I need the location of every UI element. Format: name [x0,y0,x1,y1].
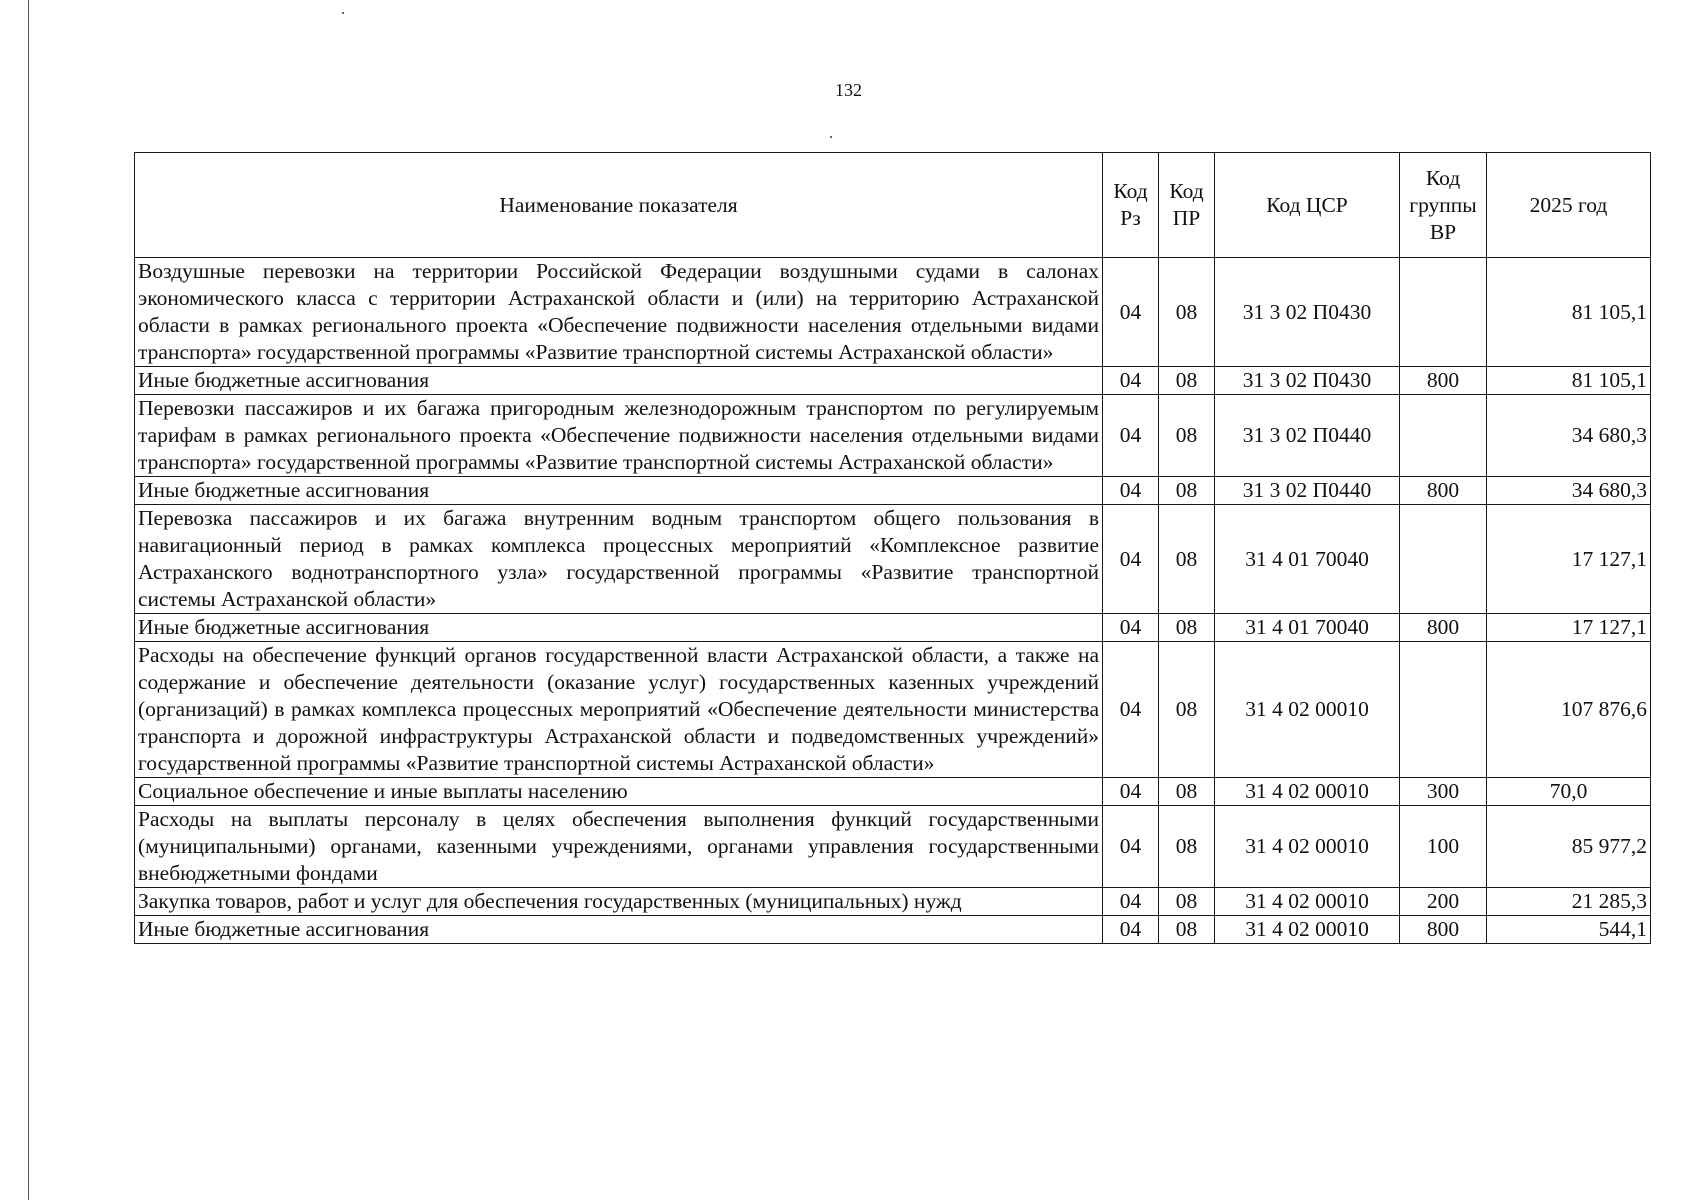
left-margin-line [28,0,29,1200]
table-row [135,888,1651,916]
row-rz: 04 [1103,477,1159,505]
row-csr: 31 4 01 70040 [1215,614,1400,642]
row-pr: 08 [1159,614,1215,642]
row-name: Иные бюджетные ассигнования [135,367,1103,395]
row-pr: 08 [1159,888,1215,916]
row-rz: 04 [1103,642,1159,778]
row-amount: 21 285,3 [1487,888,1651,916]
header-pr: Код ПР [1159,153,1215,258]
table-row [135,477,1651,505]
row-rz: 04 [1103,258,1159,367]
row-amount: 544,1 [1487,916,1651,944]
row-name: Воздушные перевозки на территории Российской Федерации воздушными судами в салонах экономического класса с территории Астраханской области и (или) на территорию Астраханской области в рамках регионального проекта «Обеспечение подвижности населения отдельными видами транспорта» государственной программы «Развитие транспортной системы Астраханской области» [135,258,1103,367]
row-amount: 107 876,6 [1487,642,1651,778]
table-row [135,778,1651,806]
row-vr [1400,258,1487,367]
row-name: Социальное обеспечение и иные выплаты населению [135,778,1103,806]
row-csr: 31 4 02 00010 [1215,916,1400,944]
row-vr: 800 [1400,367,1487,395]
row-vr: 200 [1400,888,1487,916]
row-amount: 34 680,3 [1487,395,1651,477]
row-csr: 31 4 02 00010 [1215,888,1400,916]
row-pr: 08 [1159,642,1215,778]
row-amount: 34 680,3 [1487,477,1651,505]
row-vr: 100 [1400,806,1487,888]
row-csr: 31 4 01 70040 [1215,505,1400,614]
row-pr: 08 [1159,505,1215,614]
row-amount: 70,0 [1487,778,1651,806]
row-rz: 04 [1103,778,1159,806]
scan-speck [830,136,832,138]
row-rz: 04 [1103,916,1159,944]
row-name: Иные бюджетные ассигнования [135,477,1103,505]
row-csr: 31 4 02 00010 [1215,778,1400,806]
header-csr: Код ЦСР [1215,153,1400,258]
table-row [135,806,1651,888]
row-pr: 08 [1159,477,1215,505]
row-vr: 800 [1400,614,1487,642]
row-csr: 31 4 02 00010 [1215,806,1400,888]
table-row [135,916,1651,944]
row-name: Перевозки пассажиров и их багажа пригородным железнодорожным транспортом по регулируемым тарифам в рамках регионального проекта «Обеспечение подвижности населения отдельными видами транспорта» государственной программы «Развитие транспортной системы Астраханской области» [135,395,1103,477]
row-rz: 04 [1103,505,1159,614]
row-vr: 800 [1400,916,1487,944]
row-csr: 31 4 02 00010 [1215,642,1400,778]
page-number: 132 [835,80,862,100]
table-row [135,642,1651,778]
row-rz: 04 [1103,614,1159,642]
row-vr [1400,642,1487,778]
budget-table [134,152,1651,944]
row-rz: 04 [1103,395,1159,477]
row-name: Расходы на обеспечение функций органов государственной власти Астраханской области, а также на содержание и обеспечение деятельности (оказание услуг) государственных казенных учреждений (организаций) в рамках комплекса процессных мероприятий «Обеспечение деятельности министерства транспорта и дорожной инфраструктуры Астраханской области и подведомственных учреждений» государственной программы «Развитие транспортной системы Астраханской области» [135,642,1103,778]
row-csr: 31 3 02 П0430 [1215,367,1400,395]
header-year: 2025 год [1487,153,1651,258]
row-vr: 800 [1400,477,1487,505]
row-pr: 08 [1159,367,1215,395]
header-name: Наименование показателя [135,153,1103,258]
row-amount: 17 127,1 [1487,505,1651,614]
row-name: Расходы на выплаты персоналу в целях обеспечения выполнения функций государственными (муниципальными) органами, казенными учреждениями, органами управления государственными внебюджетными фондами [135,806,1103,888]
row-pr: 08 [1159,395,1215,477]
row-name: Иные бюджетные ассигнования [135,916,1103,944]
row-pr: 08 [1159,258,1215,367]
table-row [135,367,1651,395]
row-amount: 81 105,1 [1487,258,1651,367]
row-vr: 300 [1400,778,1487,806]
row-rz: 04 [1103,806,1159,888]
header-rz: Код Рз [1103,153,1159,258]
row-name: Закупка товаров, работ и услуг для обеспечения государственных (муниципальных) нужд [135,888,1103,916]
table-row [135,505,1651,614]
row-csr: 31 3 02 П0430 [1215,258,1400,367]
row-pr: 08 [1159,806,1215,888]
row-vr [1400,395,1487,477]
row-vr [1400,505,1487,614]
row-amount: 85 977,2 [1487,806,1651,888]
table-row [135,258,1651,367]
table-row [135,614,1651,642]
row-amount: 17 127,1 [1487,614,1651,642]
header-vr: Код группы ВР [1400,153,1487,258]
table-header-row [135,153,1651,258]
row-name: Иные бюджетные ассигнования [135,614,1103,642]
row-rz: 04 [1103,888,1159,916]
table-row [135,395,1651,477]
row-pr: 08 [1159,916,1215,944]
scan-speck [342,12,344,14]
row-pr: 08 [1159,778,1215,806]
row-name: Перевозка пассажиров и их багажа внутренним водным транспортом общего пользования в навигационный период в рамках комплекса процессных мероприятий «Комплексное развитие Астраханского воднотранспортного узла» государственной программы «Развитие транспортной системы Астраханской области» [135,505,1103,614]
row-csr: 31 3 02 П0440 [1215,395,1400,477]
row-csr: 31 3 02 П0440 [1215,477,1400,505]
row-rz: 04 [1103,367,1159,395]
row-amount: 81 105,1 [1487,367,1651,395]
